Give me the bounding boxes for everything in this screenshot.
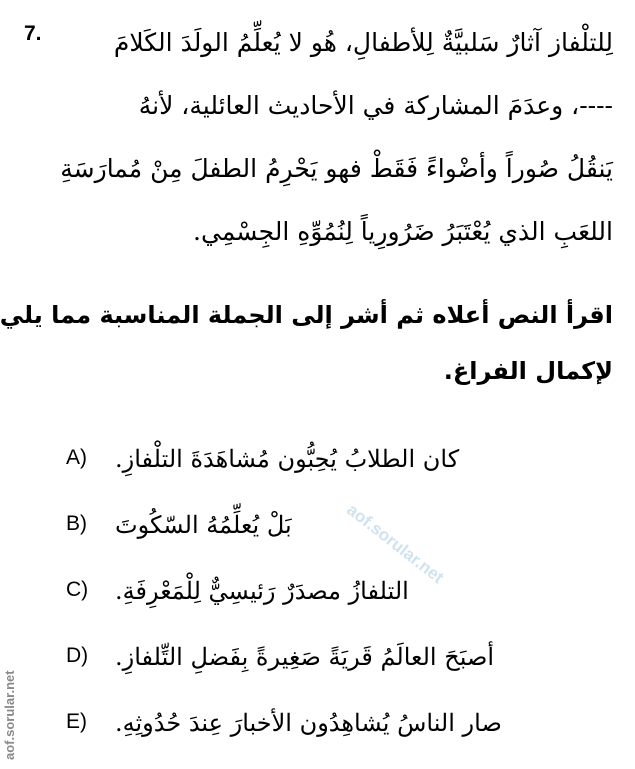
passage-line: لِلتلْفاز آثارٌ سَلبيَّةٌ لِلأطفالِ، هُو لا يُعلِّمُ الولَدَ الكَلامَ [113, 28, 613, 57]
option-c[interactable] [0, 566, 635, 632]
option-d[interactable] [0, 632, 635, 698]
option-letter: C) [66, 578, 89, 601]
option-text: أصبَحَ العالَمُ قَريَةً صَغِيرةً بِفَضلِ التِّلفازِ. [115, 643, 495, 671]
passage-line: اللعَبِ الذي يُعْتَبَرُ ضَرُورِياً لِنُمُوِّهِ الجِسْمِي. [193, 217, 613, 246]
option-letter: D) [66, 644, 89, 667]
option-b[interactable] [0, 500, 635, 566]
question-passage [60, 18, 613, 270]
option-text: كان الطلابُ يُحِبُّون مُشاهَدَةَ التلْفازِ. [115, 445, 460, 473]
question-instruction [0, 290, 613, 402]
passage-line: يَنقُلُ صُوراً وأضْواءً فَقَطْ فهو يَحْرِمُ الطفلَ مِنْ مُمارَسَةِ [60, 154, 613, 183]
passage-line: ----، وعدَمَ المشاركة في الأحاديث العائلية، لأنهُ [138, 91, 613, 120]
question-number: 7. [24, 22, 42, 45]
option-letter: B) [66, 512, 87, 535]
option-text: بَلْ يُعلِّمُهُ السّكُوتَ [115, 511, 292, 539]
watermark-diagonal: aof.sorular.net [343, 500, 448, 588]
option-e[interactable] [0, 698, 635, 764]
option-letter: E) [66, 710, 87, 733]
instruction-line: اقرأ النص أعلاه ثم أشر إلى الجملة المناسبة مما يلي [0, 301, 613, 329]
watermark-side: aof.sorular.net [2, 670, 17, 760]
option-a[interactable] [0, 434, 635, 500]
answer-options [0, 434, 635, 764]
option-text: صار الناسُ يُشاهِدُون الأخبارَ عِندَ حُدُوثِهِ. [115, 709, 502, 737]
instruction-line: لإكمال الفراغ. [443, 357, 613, 385]
option-letter: A) [66, 446, 87, 469]
option-text: التلفازُ مصدَرٌ رَئيسِيٌّ لِلْمَعْرِفَةِ. [115, 577, 409, 605]
